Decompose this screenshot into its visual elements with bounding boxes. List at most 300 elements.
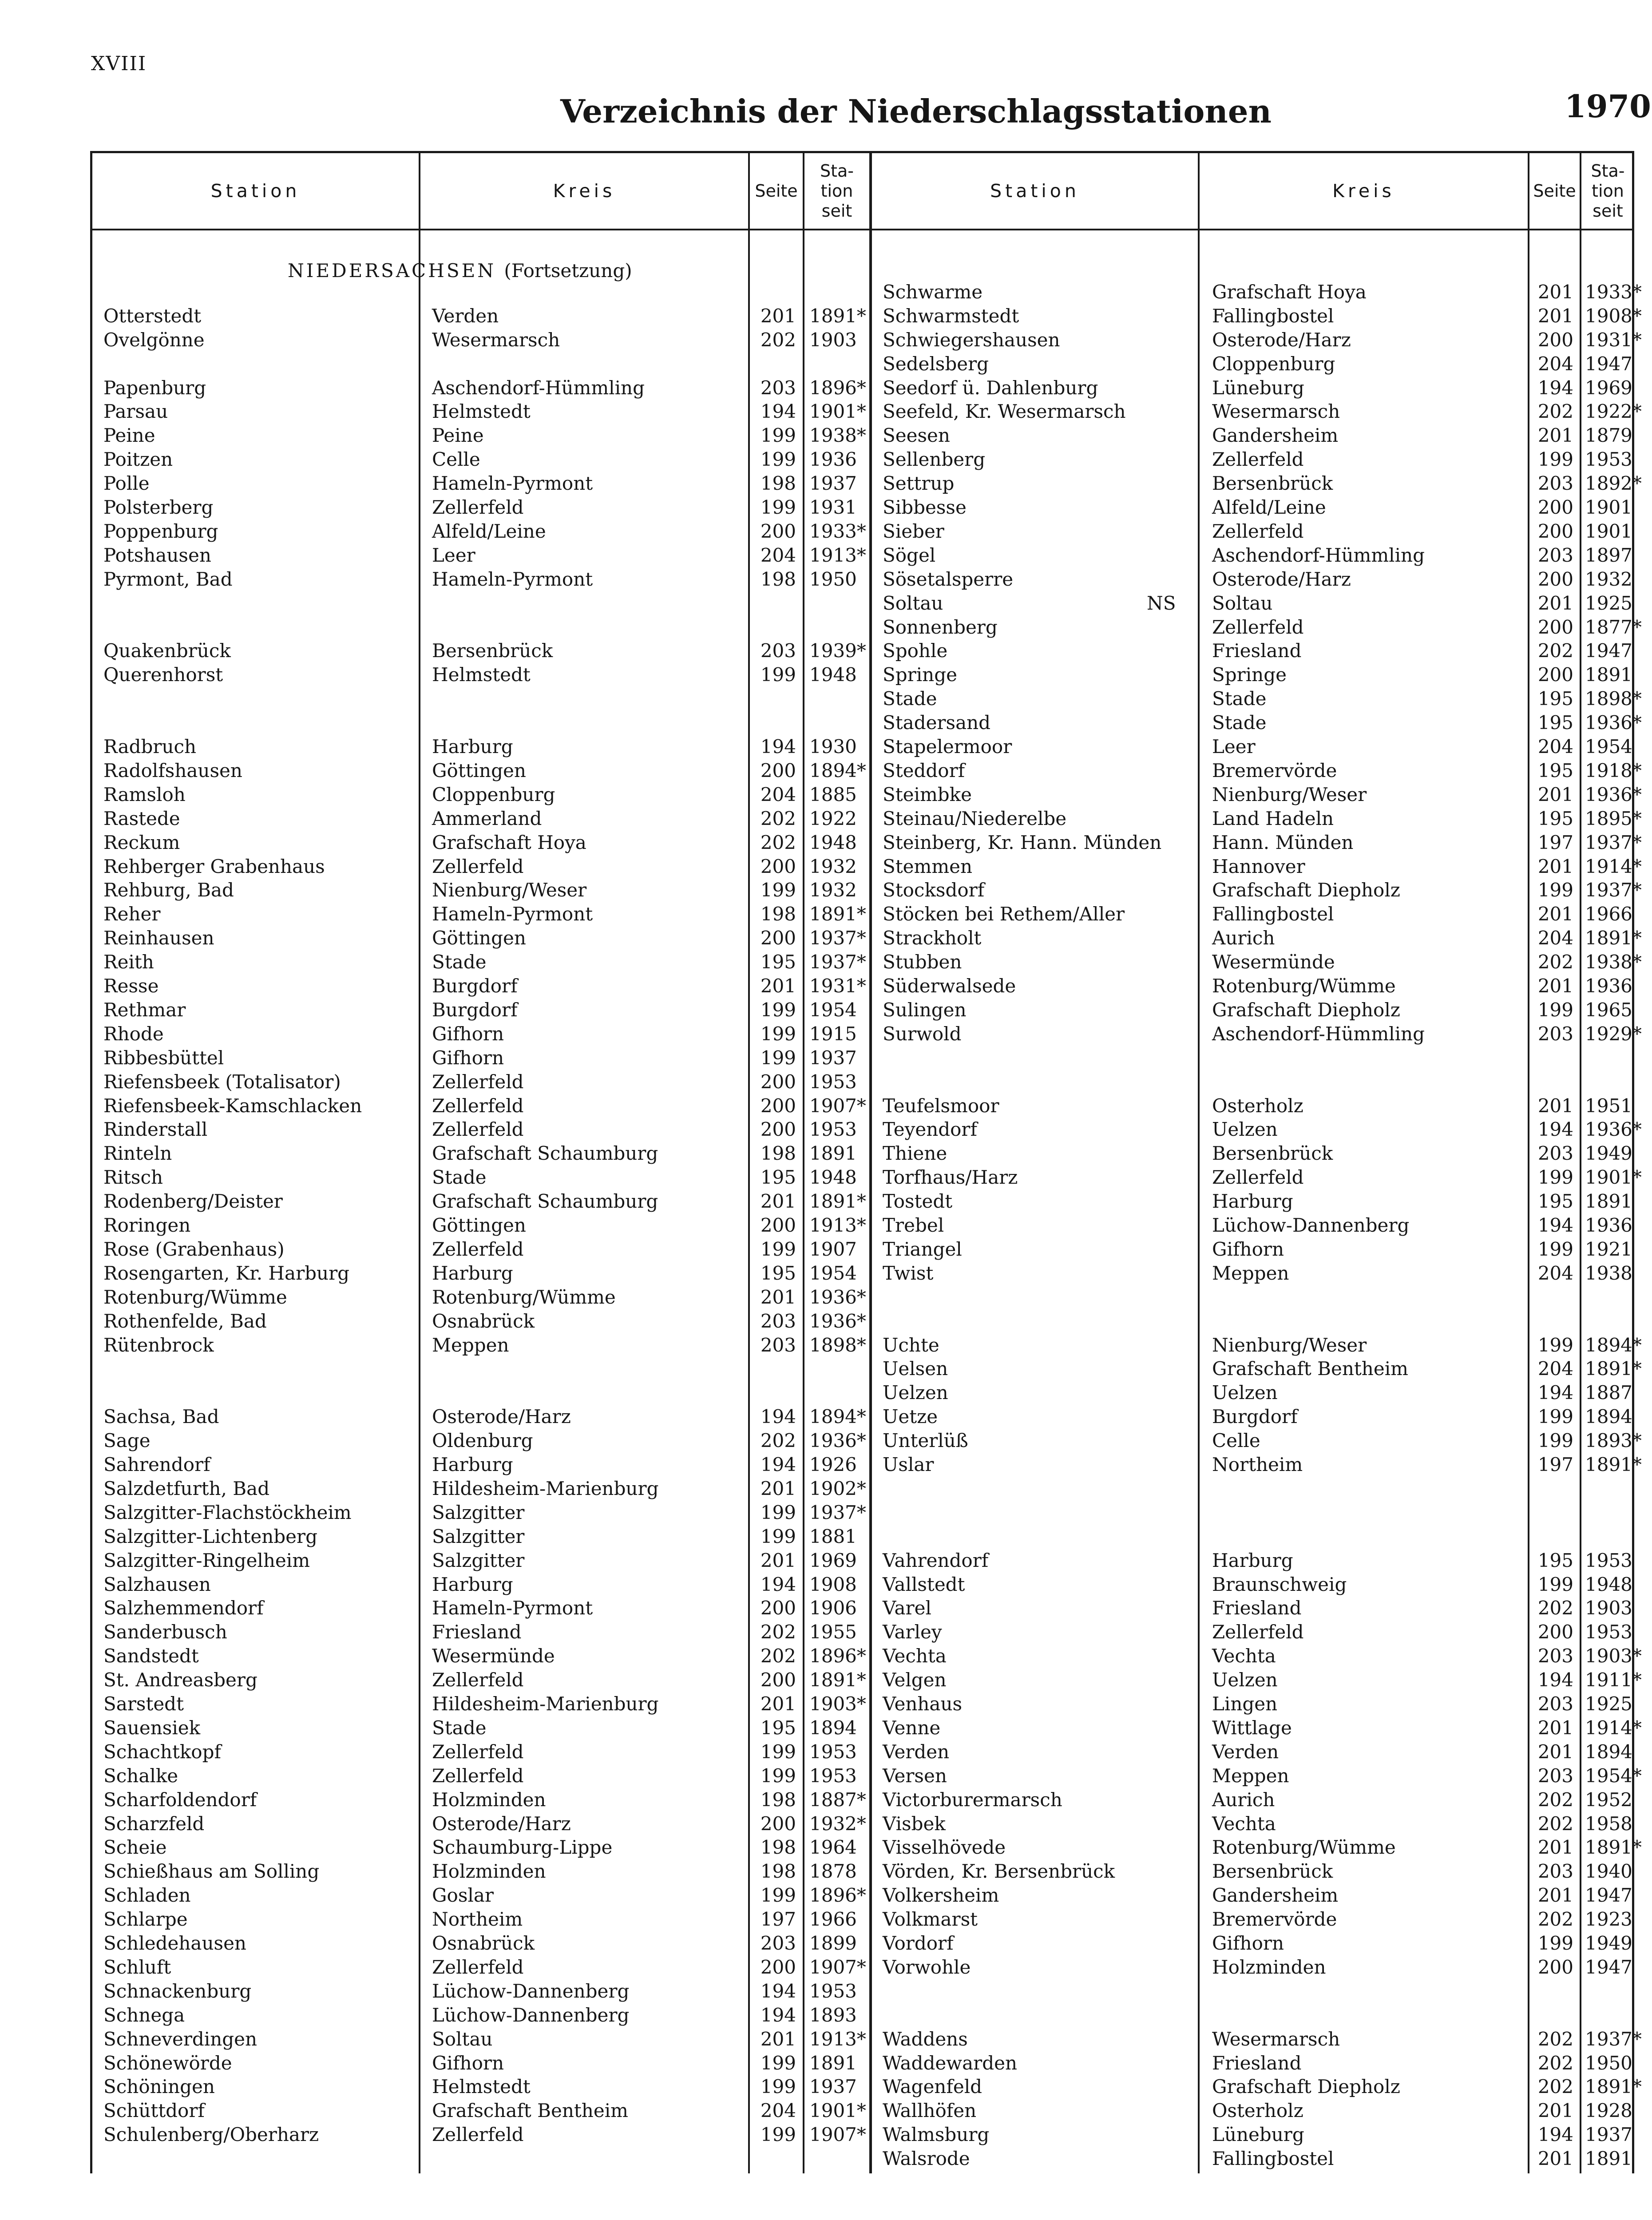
page-ref: 204 [1537,736,1573,757]
station-name: Roringen [103,1214,191,1236]
page-ref: 198 [760,1836,796,1859]
table-row [92,615,1642,639]
header-station: Station [990,180,1080,202]
since-year: 1881 [809,1525,857,1547]
page-ref: 200 [1537,1621,1573,1643]
since-year: 1914* [1585,1717,1642,1739]
since-year: 1966 [809,1908,857,1931]
page-ref: 201 [1537,1717,1573,1739]
since-year: 1947 [1585,1884,1632,1907]
since-year: 1953 [809,1980,857,2002]
kreis-name: Aschendorf-Hümmling [1212,544,1425,566]
since-year: 1949 [1585,1932,1632,1954]
station-name: Reher [103,903,161,925]
page-ref: 201 [1537,975,1573,997]
table-row [92,1501,1633,1525]
page-ref: 194 [1537,2124,1573,2146]
kreis-name: Grafschaft Bentheim [432,2100,628,2122]
page-ref: 202 [760,831,796,853]
page-ref: 197 [1537,1454,1573,1475]
kreis-name: Zellerfeld [1212,448,1304,471]
station-name: Salzhausen [103,1573,211,1595]
station-name: Salzgitter-Lichtenberg [103,1525,317,1547]
station-name: Stadersand [883,712,991,734]
since-year: 1952 [1585,1788,1632,1811]
kreis-name: Burgdorf [432,975,518,997]
station-name: Visbek [883,1812,946,1835]
kreis-name: Wesermünde [1212,951,1335,973]
station-name: Sarstedt [103,1693,184,1715]
station-name: Rütenbrock [103,1334,214,1356]
page-ref: 201 [1537,903,1573,925]
page-ref: 194 [760,1406,796,1428]
station-name: Varel [883,1597,931,1619]
since-year: 1901 [1585,520,1632,542]
page-ref: 199 [1537,1430,1573,1452]
kreis-name: Grafschaft Diepholz [1212,2076,1400,2098]
kreis-name: Bersenbrück [1212,472,1333,495]
since-year: 1936* [809,1310,866,1332]
page-ref: 194 [1537,1214,1573,1236]
header-kreis: Kreis [553,180,616,202]
station-name: Sage [103,1430,151,1452]
since-year: 1953 [809,1118,857,1141]
page-ref: 201 [760,1693,796,1715]
station-name: Rehberger Grabenhaus [103,855,325,877]
page-ref: 195 [1537,759,1573,781]
page-ref: 201 [1537,2148,1573,2170]
station-name: Vechta [883,1645,947,1667]
station-name: Schüttdorf [103,2100,205,2122]
kreis-name: Ammerland [432,807,542,829]
station-name: Ritsch [103,1166,163,1189]
since-year: 1894 [809,1717,857,1739]
page-ref: 200 [1537,496,1573,518]
table-row [92,1955,1633,1979]
since-year: 1922 [809,807,857,829]
kreis-name: Soltau [1212,592,1273,614]
kreis-name: Rotenburg/Wümme [1212,1836,1396,1859]
table-row [92,1022,1642,1046]
kreis-name: Aschendorf-Hümmling [1212,1023,1425,1045]
station-name: Stemmen [883,855,973,877]
page-ref: 194 [1537,1669,1573,1691]
since-year: 1936* [1585,712,1642,734]
page-ref: 199 [760,879,796,901]
station-name: Schwiegershausen [883,329,1060,351]
station-name: Steinau/Niederelbe [883,807,1067,829]
kreis-name: Braunschweig [1212,1573,1347,1595]
page-ref: 195 [1537,712,1573,734]
kreis-name: Grafschaft Schaumburg [432,1142,658,1165]
table-row [92,424,1633,448]
kreis-name: Aurich [1212,927,1275,949]
since-year: 1953 [809,1740,857,1763]
station-name: Ramsloh [103,783,186,805]
since-year: 1949 [1585,1142,1632,1165]
kreis-name: Harburg [1212,1190,1293,1213]
kreis-name: Burgdorf [432,999,518,1021]
kreis-name: Gifhorn [432,1023,504,1045]
kreis-name: Holzminden [432,1788,546,1811]
page-ref: 195 [1537,688,1573,710]
table-row [92,1549,1633,1573]
page-ref: 194 [760,400,796,423]
table-row [92,567,1633,591]
since-year: 1907* [809,1094,866,1117]
station-name: Ovelgönne [103,329,205,351]
kreis-name: Hann. Münden [1212,831,1354,853]
page-ref: 203 [1537,1764,1573,1787]
header-seite: Seite [1533,181,1576,201]
since-year: 1940 [1585,1860,1632,1883]
station-name: Salzgitter-Ringelheim [103,1549,310,1571]
kreis-name: Nienburg/Weser [1212,783,1367,805]
station-name: Victorburermarsch [883,1788,1062,1811]
station-name: Uelsen [883,1358,948,1380]
kreis-name: Cloppenburg [432,783,555,805]
page-ref: 201 [760,975,796,997]
kreis-name: Zellerfeld [432,1956,524,1978]
table-row [92,376,1633,400]
page-ref: 194 [1537,1118,1573,1141]
since-year: 1932 [809,855,857,877]
page-ref: 201 [760,1190,796,1213]
kreis-name: Alfeld/Leine [1212,496,1326,518]
table-row [92,1357,1642,1381]
kreis-name: Gandersheim [1212,1884,1339,1907]
kreis-name: Goslar [432,1884,494,1907]
station-name: Vorwohle [883,1956,971,1978]
since-year: 1891 [1585,1190,1632,1213]
table-row [92,783,1642,807]
page-ref: 195 [1537,1549,1573,1571]
station-name: Salzhemmendorf [103,1597,264,1619]
since-year: 1879 [1585,424,1632,447]
since-year: 1903* [809,1693,866,1715]
since-year: 1938* [809,424,866,447]
page-ref: 201 [1537,1884,1573,1907]
station-name: Scharfoldendorf [103,1788,257,1811]
station-name: Vahrendorf [883,1549,989,1571]
station-name: Waddewarden [883,2052,1018,2074]
table-row [92,304,1642,328]
since-year: 1950 [809,568,857,590]
page-ref: 202 [760,807,796,829]
station-name: Reinhausen [103,927,214,949]
since-year: 1936 [1585,975,1632,997]
page-ref: 201 [1537,424,1573,447]
table-row [92,735,1633,759]
page-ref: 195 [1537,1190,1573,1213]
page-ref: 204 [760,783,796,805]
since-year: 1937 [1585,2124,1632,2146]
station-name: Schöningen [103,2076,215,2098]
table-row [92,1764,1642,1788]
kreis-name: Grafschaft Diepholz [1212,879,1400,901]
table-row [92,1309,1633,1333]
since-year: 1891* [809,1190,866,1213]
since-year: 1955 [809,1621,857,1643]
since-year: 1923 [1585,1908,1632,1931]
kreis-name: Helmstedt [432,400,531,423]
page-ref: 200 [760,1118,796,1141]
since-year: 1911* [1585,1669,1642,1691]
station-name: Steinberg, Kr. Hann. Münden [883,831,1162,853]
kreis-name: Bersenbrück [432,640,553,662]
kreis-name: Leer [432,544,475,566]
page-title: Verzeichnis der Niederschlagsstationen [560,92,1272,130]
kreis-name: Grafschaft Bentheim [1212,1358,1408,1380]
since-year: 1937* [1585,2028,1642,2050]
table-row [92,2051,1633,2075]
kreis-name: Stade [1212,712,1267,734]
kreis-name: Friesland [1212,640,1302,662]
kreis-name: Helmstedt [432,2076,531,2098]
kreis-name: Stade [432,1166,487,1189]
since-year: 1948 [809,831,857,853]
since-year: 1937* [809,1501,866,1523]
table-row [92,1118,1642,1142]
kreis-name: Lüchow-Dannenberg [1212,1214,1410,1236]
since-year: 1896* [809,1645,866,1667]
kreis-name: Zellerfeld [432,1764,524,1787]
since-year: 1936* [809,1286,866,1308]
since-year: 1948 [809,1166,857,1189]
station-name: Polle [103,472,150,495]
kreis-name: Fallingbostel [1212,903,1334,925]
table-row [92,1142,1633,1166]
table-row [92,1285,1633,1309]
header-station-seit: Sta- tion seit [1591,161,1625,221]
header-seite: Seite [755,181,798,201]
since-year: 1933* [1585,281,1642,303]
station-name: Pyrmont, Bad [103,568,233,590]
page-ref: 203 [1537,472,1573,495]
kreis-name: Verden [1212,1740,1279,1763]
table-row [92,519,1633,543]
kreis-name: Friesland [1212,1597,1302,1619]
page-ref: 195 [1537,807,1573,829]
since-year: 1901* [1585,1166,1642,1189]
station-name: Sösetalsperre [883,568,1014,590]
since-year: 1894 [1585,1740,1632,1763]
table-row [92,878,1642,902]
kreis-name: Osterholz [1212,1094,1303,1117]
page-ref: 199 [760,664,796,686]
since-year: 1901* [809,400,866,423]
since-year: 1878 [809,1860,857,1883]
station-name: Peine [103,424,155,447]
since-year: 1931* [1585,329,1642,351]
page-ref: 200 [1537,1956,1573,1978]
page-ref: 202 [1537,400,1573,423]
kreis-name: Zellerfeld [432,855,524,877]
table-row [92,1907,1633,1931]
table-row [92,280,1642,304]
kreis-name: Bremervörde [1212,759,1337,781]
table-row [92,1333,1642,1357]
table-row [92,328,1642,352]
kreis-name: Göttingen [432,1214,526,1236]
since-year: 1891 [809,1142,857,1165]
kreis-name: Osterode/Harz [432,1812,571,1835]
page-ref: 198 [760,1860,796,1883]
kreis-name: Uelzen [1212,1382,1278,1404]
since-year: 1877* [1585,616,1642,638]
page-ref: 194 [760,1980,796,2002]
kreis-name: Osterholz [1212,2100,1303,2122]
page-ref: 200 [1537,568,1573,590]
kreis-name: Uelzen [1212,1669,1278,1691]
page-ref: 202 [760,329,796,351]
kreis-name: Meppen [1212,1764,1289,1787]
kreis-name: Stade [432,951,487,973]
page-ref: 199 [1537,448,1573,471]
station-name: Strackholt [883,927,982,949]
since-year: 1933* [809,520,866,542]
kreis-name: Holzminden [1212,1956,1326,1978]
since-year: 1894 [1585,1406,1632,1428]
table-row [92,1189,1633,1213]
station-name: Sulingen [883,999,967,1021]
kreis-name: Zellerfeld [432,1238,524,1260]
station-name: Uslar [883,1454,934,1475]
page-ref: 202 [1537,2076,1573,2098]
since-year: 1950 [1585,2052,1632,2074]
station-name: Potshausen [103,544,211,566]
station-name: Volkersheim [883,1884,999,1907]
station-name: Versen [883,1764,947,1787]
page-ref: 203 [1537,544,1573,566]
since-year: 1932* [809,1812,866,1835]
page-ref: 199 [1537,1573,1573,1595]
station-name: Vordorf [883,1932,954,1954]
since-year: 1937 [809,2076,857,2098]
station-name: Parsau [103,400,168,423]
station-name: Sanderbusch [103,1621,227,1643]
page-ref: 203 [1537,1142,1573,1165]
since-year: 1891* [1585,1358,1642,1380]
table-row [92,1788,1633,1812]
kreis-name: Hameln-Pyrmont [432,472,593,495]
kreis-name: Gifhorn [432,2052,504,2074]
kreis-name: Salzgitter [432,1549,525,1571]
table-row [92,591,1633,615]
kreis-name: Northeim [1212,1454,1303,1475]
kreis-name: Hildesheim-Marienburg [432,1693,659,1715]
station-name: Vallstedt [883,1573,965,1595]
station-name: St. Andreasberg [103,1669,258,1691]
kreis-name: Harburg [432,1262,513,1284]
station-name: Schneverdingen [103,2028,258,2050]
since-year: 1936* [809,1430,866,1452]
station-mark: NS [1147,592,1176,614]
station-name: Spohle [883,640,948,662]
since-year: 1965 [1585,999,1632,1021]
station-name: Schachtkopf [103,1740,222,1763]
page-ref: 195 [760,951,796,973]
section-heading: NIEDERSACHSEN (Fortsetzung) [288,260,632,281]
since-year: 1964 [809,1836,857,1859]
station-table [90,151,1642,2173]
kreis-name: Hildesheim-Marienburg [432,1477,659,1499]
station-name: Rinteln [103,1142,172,1165]
kreis-name: Lüchow-Dannenberg [432,2004,630,2026]
kreis-name: Salzgitter [432,1525,525,1547]
page-ref: 202 [1537,1788,1573,1811]
station-name: Waddens [883,2028,968,2050]
station-name: Rinderstall [103,1118,208,1141]
station-name: Schwarme [883,281,983,303]
kreis-name: Harburg [432,736,513,757]
since-year: 1885 [809,783,857,805]
page-ref: 203 [1537,1693,1573,1715]
table-row [92,1716,1642,1740]
station-name: Rehburg, Bad [103,879,234,901]
since-year: 1947 [1585,353,1632,375]
table-row [92,1429,1642,1453]
since-year: 1894* [809,759,866,781]
page-ref: 202 [760,1621,796,1643]
station-name: Schulenberg/Oberharz [103,2124,319,2146]
kreis-name: Helmstedt [432,664,531,686]
table-row [92,1573,1633,1597]
page-ref: 194 [760,736,796,757]
since-year: 1891* [1585,1836,1642,1859]
kreis-name: Northeim [432,1908,523,1931]
table-row [92,2123,1633,2147]
since-year: 1954 [1585,736,1632,757]
since-year: 1891 [1585,664,1632,686]
kreis-name: Salzgitter [432,1501,525,1523]
table-row [92,1620,1633,1644]
since-year: 1953 [809,1764,857,1787]
kreis-name: Gandersheim [1212,424,1339,447]
station-name: Rosengarten, Kr. Harburg [103,1262,350,1284]
kreis-name: Zellerfeld [432,2124,524,2146]
kreis-name: Hameln-Pyrmont [432,1597,593,1619]
kreis-name: Stade [432,1717,487,1739]
station-name: Querenhorst [103,664,223,686]
page-ref: 203 [1537,1860,1573,1883]
since-year: 1891 [809,2052,857,2074]
station-name: Rhode [103,1023,164,1045]
since-year: 1903 [809,329,857,351]
kreis-name: Lüneburg [1212,2124,1304,2146]
page-ref: 200 [760,759,796,781]
page-ref: 200 [1537,520,1573,542]
page-ref: 202 [1537,640,1573,662]
station-name: Wagenfeld [883,2076,982,2098]
station-name: Thiene [883,1142,947,1165]
since-year: 1908* [1585,305,1642,327]
table-row [92,759,1642,783]
page-ref: 194 [760,1454,796,1475]
table-row [92,855,1642,879]
kreis-name: Rotenburg/Wümme [1212,975,1396,997]
since-year: 1891* [809,903,866,925]
since-year: 1930 [809,736,857,757]
page-ref: 202 [1537,1908,1573,1931]
page-ref: 197 [760,1908,796,1931]
kreis-name: Zellerfeld [432,1669,524,1691]
station-name: Triangel [883,1238,962,1260]
table-row [92,1740,1633,1764]
kreis-name: Celle [1212,1430,1260,1452]
page-ref: 195 [760,1262,796,1284]
page-ref: 201 [760,1549,796,1571]
